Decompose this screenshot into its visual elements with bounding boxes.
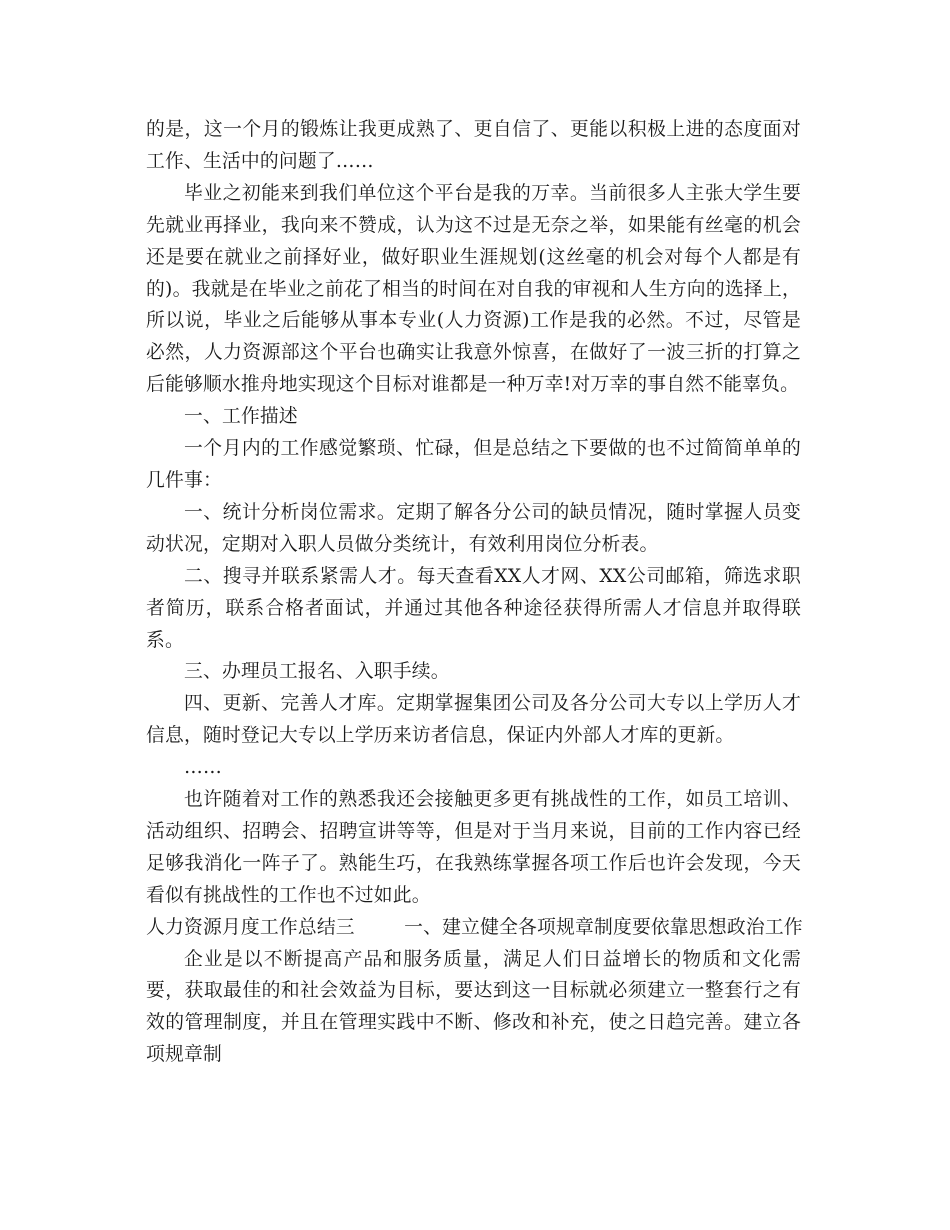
section-title: 人力资源月度工作总结三 [146, 916, 355, 938]
list-item: 一、统计分析岗位需求。定期了解各分公司的缺员情况，随时掌握人员变动状况，定期对入职人员做分类统计，有效利用岗位分析表。 [146, 501, 801, 555]
section-heading-line [146, 912, 801, 944]
document-page [146, 114, 801, 1071]
paragraph: 企业是以不断提高产品和服务质量，满足人们日益增长的物质和文化需要，获取最佳的和社会效益为目标，要达到这一目标就必须建立一整套行之有效的管理制度，并且在管理实践中不断、修改和补充，使之日趋完善。建立各项规章制 [146, 948, 801, 1066]
ellipsis: …… [184, 757, 222, 779]
paragraph: 一个月内的工作感觉繁琐、忙碌，但是总结之下要做的也不过简简单单的几件事： [146, 438, 801, 491]
list-item: 二、搜寻并联系紧需人才。每天查看XX人才网、XX公司邮箱，筛选求职者简历，联系合格者面试，并通过其他各种途径获得所需人才信息并取得联系。 [146, 565, 801, 651]
paragraph: 也许随着对工作的熟悉我还会接触更多更有挑战性的工作，如员工培训、活动组织、招聘会、招聘宣讲等等，但是对于当月来说，目前的工作内容已经足够我消化一阵子了。熟能生巧，在我熟练掌握各项工作后也许会发现，今天看似有挑战性的工作也不过如此。 [146, 789, 801, 906]
list-item: 三、办理员工报名、入职手续。 [184, 661, 450, 683]
paragraph: 毕业之初能来到我们单位这个平台是我的万幸。当前很多人主张大学生要先就业再择业，我向来不赞成，认为这不过是无奈之举，如果能有丝毫的机会还是要在就业之前择好业，做好职业生涯规划(这丝毫的机会对每个人都是有的)。我就是在毕业之前花了相当的时间在对自我的审视和人生方向的选择上，所以说，毕业之后能够从事本专业(人力资源)工作是我的必然。不过，尽管是必然，人力资源部这个平台也确实让我意外惊喜，在做好了一波三折的打算之后能够顺水推舟地实现这个目标对谁都是一种万幸!对万幸的事自然不能辜负。 [146, 182, 801, 396]
list-item: 四、更新、完善人才库。定期掌握集团公司及各分公司大专以上学历人才信息，随时登记大专以上学历来访者信息，保证内外部人才库的更新。 [146, 693, 801, 747]
heading: 一、工作描述 [184, 406, 298, 428]
section-subtitle: 一、建立健全各项规章制度要依靠思想政治工作 [404, 916, 803, 938]
paragraph: 的是，这一个月的锻炼让我更成熟了、更自信了、更能以积极上进的态度面对工作、生活中的问题了…… [146, 119, 801, 172]
